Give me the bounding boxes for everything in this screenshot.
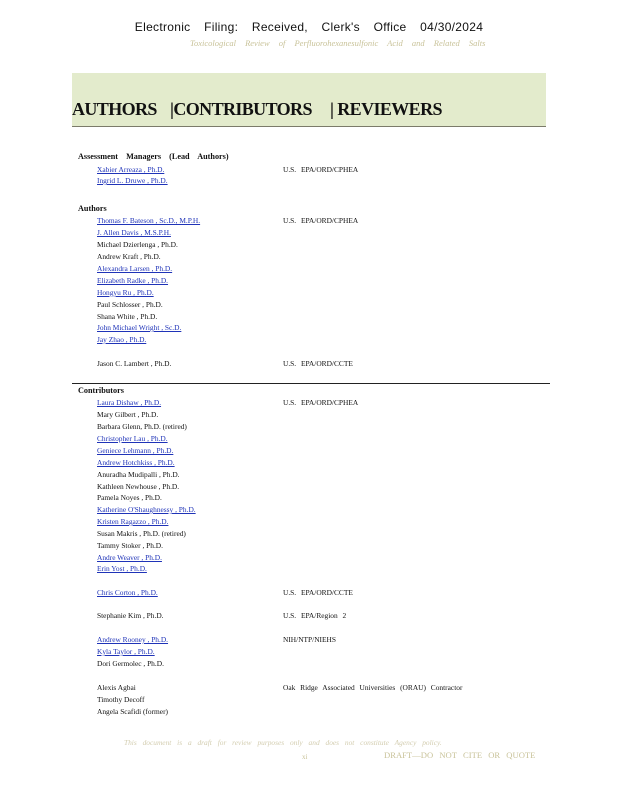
filing-stamp: Electronic Filing: Received, Clerk's Office 04/30/2024	[134, 20, 484, 34]
person-name: Mary Gilbert , Ph.D.	[97, 410, 159, 419]
list-item	[97, 164, 547, 175]
person-name: Paul Schlosser , Ph.D.	[97, 300, 163, 309]
person-name: Michael Dzierlenga , Ph.D.	[97, 240, 178, 249]
section-title-contributors: Contributors	[78, 386, 124, 395]
affiliation: U.S. EPA/ORD/CPHEA	[283, 398, 359, 407]
person-name: Andrew Kraft , Ph.D.	[97, 252, 161, 261]
section-banner	[72, 73, 546, 127]
person-name[interactable]: Thomas F. Bateson , Sc.D., M.P.H.	[97, 216, 201, 225]
running-header: Toxicological Review of Perfluorohexanesulfonic Acid and Related Salts	[190, 38, 486, 48]
person-name[interactable]: Alexandra Larsen , Ph.D.	[97, 264, 173, 273]
list-item	[97, 215, 547, 226]
affiliation: Oak Ridge Associated Universities (ORAU) Contractor	[283, 683, 463, 692]
person-name: Stephanie Kim , Ph.D.	[97, 611, 164, 620]
person-name[interactable]: Geniece Lehmann , Ph.D.	[97, 446, 174, 455]
person-name: Timothy Decoff	[97, 695, 145, 704]
list-item	[97, 706, 547, 717]
person-name[interactable]: Laura Dishaw , Ph.D.	[97, 398, 162, 407]
person-name: Angela Scafidi (former)	[97, 707, 169, 716]
list-item	[97, 504, 547, 515]
person-name[interactable]: Chris Corton , Ph.D.	[97, 588, 158, 597]
list-item	[97, 251, 547, 262]
person-name[interactable]: Andrew Hotchkiss , Ph.D.	[97, 458, 175, 467]
list-item	[97, 322, 547, 333]
list-item	[97, 540, 547, 551]
list-item	[97, 658, 547, 669]
person-name[interactable]: Christopher Lau , Ph.D.	[97, 434, 168, 443]
list-item	[97, 445, 547, 456]
list-item	[97, 358, 547, 369]
list-item	[97, 334, 547, 345]
draft-notice: DRAFT—DO NOT CITE OR QUOTE	[384, 750, 536, 760]
list-item	[97, 397, 547, 408]
list-item	[97, 275, 547, 286]
list-item	[97, 634, 547, 645]
person-name: Pamela Noyes , Ph.D.	[97, 493, 162, 502]
person-name[interactable]: Ingrid L. Druwe , Ph.D.	[97, 176, 168, 185]
list-item	[97, 481, 547, 492]
banner-contributors: |CONTRIBUTORS	[170, 99, 312, 119]
list-item	[97, 516, 547, 527]
person-name: Alexis Agbai	[97, 683, 136, 692]
list-item	[97, 299, 547, 310]
person-name: Anuradha Mudipalli , Ph.D.	[97, 470, 180, 479]
person-name[interactable]: Kristen Ragazzo , Ph.D.	[97, 517, 169, 526]
person-name[interactable]: Elizabeth Radke , Ph.D.	[97, 276, 169, 285]
list-item	[97, 552, 547, 563]
person-name[interactable]: Andre Weaver , Ph.D.	[97, 553, 162, 562]
person-name: Kathleen Newhouse , Ph.D.	[97, 482, 180, 491]
list-item	[97, 239, 547, 250]
banner-reviewers: | REVIEWERS	[330, 99, 442, 119]
person-name[interactable]: Katherine O'Shaughnessy , Ph.D.	[97, 505, 196, 514]
list-item	[97, 682, 547, 693]
affiliation: U.S. EPA/ORD/CCTE	[283, 588, 353, 597]
section-divider	[72, 383, 550, 384]
person-name: Jason C. Lambert , Ph.D.	[97, 359, 172, 368]
list-item	[97, 694, 547, 705]
person-name[interactable]: John Michael Wright , Sc.D.	[97, 323, 182, 332]
list-item	[97, 433, 547, 444]
list-item	[97, 227, 547, 238]
list-item	[97, 421, 547, 432]
banner-authors: AUTHORS	[72, 99, 157, 119]
person-name[interactable]: J. Allen Davis , M.S.P.H.	[97, 228, 171, 237]
affiliation: U.S. EPA/Region 2	[283, 611, 347, 620]
person-name[interactable]: Xabier Arreaza , Ph.D.	[97, 165, 165, 174]
footer-disclaimer: This document is a draft for review purposes only and does not constitute Agency policy.	[124, 738, 442, 747]
person-name[interactable]: Andrew Rooney , Ph.D.	[97, 635, 169, 644]
list-item	[97, 528, 547, 539]
list-item	[97, 287, 547, 298]
affiliation: U.S. EPA/ORD/CCTE	[283, 359, 353, 368]
list-item	[97, 469, 547, 480]
page-number: xi	[302, 753, 308, 761]
list-item	[97, 646, 547, 657]
list-item	[97, 492, 547, 503]
list-item	[97, 563, 547, 574]
person-name[interactable]: Erin Yost , Ph.D.	[97, 564, 147, 573]
list-item	[97, 457, 547, 468]
list-item	[97, 587, 547, 598]
person-name: Shana White , Ph.D.	[97, 312, 158, 321]
person-name: Dori Germolec , Ph.D.	[97, 659, 164, 668]
section-title-authors: Authors	[78, 204, 107, 213]
affiliation: NIH/NTP/NIEHS	[283, 635, 336, 644]
list-item	[97, 610, 547, 621]
list-item	[97, 263, 547, 274]
affiliation: U.S. EPA/ORD/CPHEA	[283, 165, 359, 174]
affiliation: U.S. EPA/ORD/CPHEA	[283, 216, 359, 225]
list-item	[97, 409, 547, 420]
person-name[interactable]: Jay Zhao , Ph.D.	[97, 335, 147, 344]
list-item	[97, 175, 547, 186]
person-name: Barbara Glenn, Ph.D. (retired)	[97, 422, 187, 431]
person-name[interactable]: Kyla Taylor , Ph.D.	[97, 647, 155, 656]
person-name: Susan Makris , Ph.D. (retired)	[97, 529, 186, 538]
person-name: Tammy Stoker , Ph.D.	[97, 541, 163, 550]
list-item	[97, 311, 547, 322]
person-name[interactable]: Hongyu Ru , Ph.D.	[97, 288, 154, 297]
section-title-assessment-managers: Assessment Managers (Lead Authors)	[78, 152, 229, 161]
